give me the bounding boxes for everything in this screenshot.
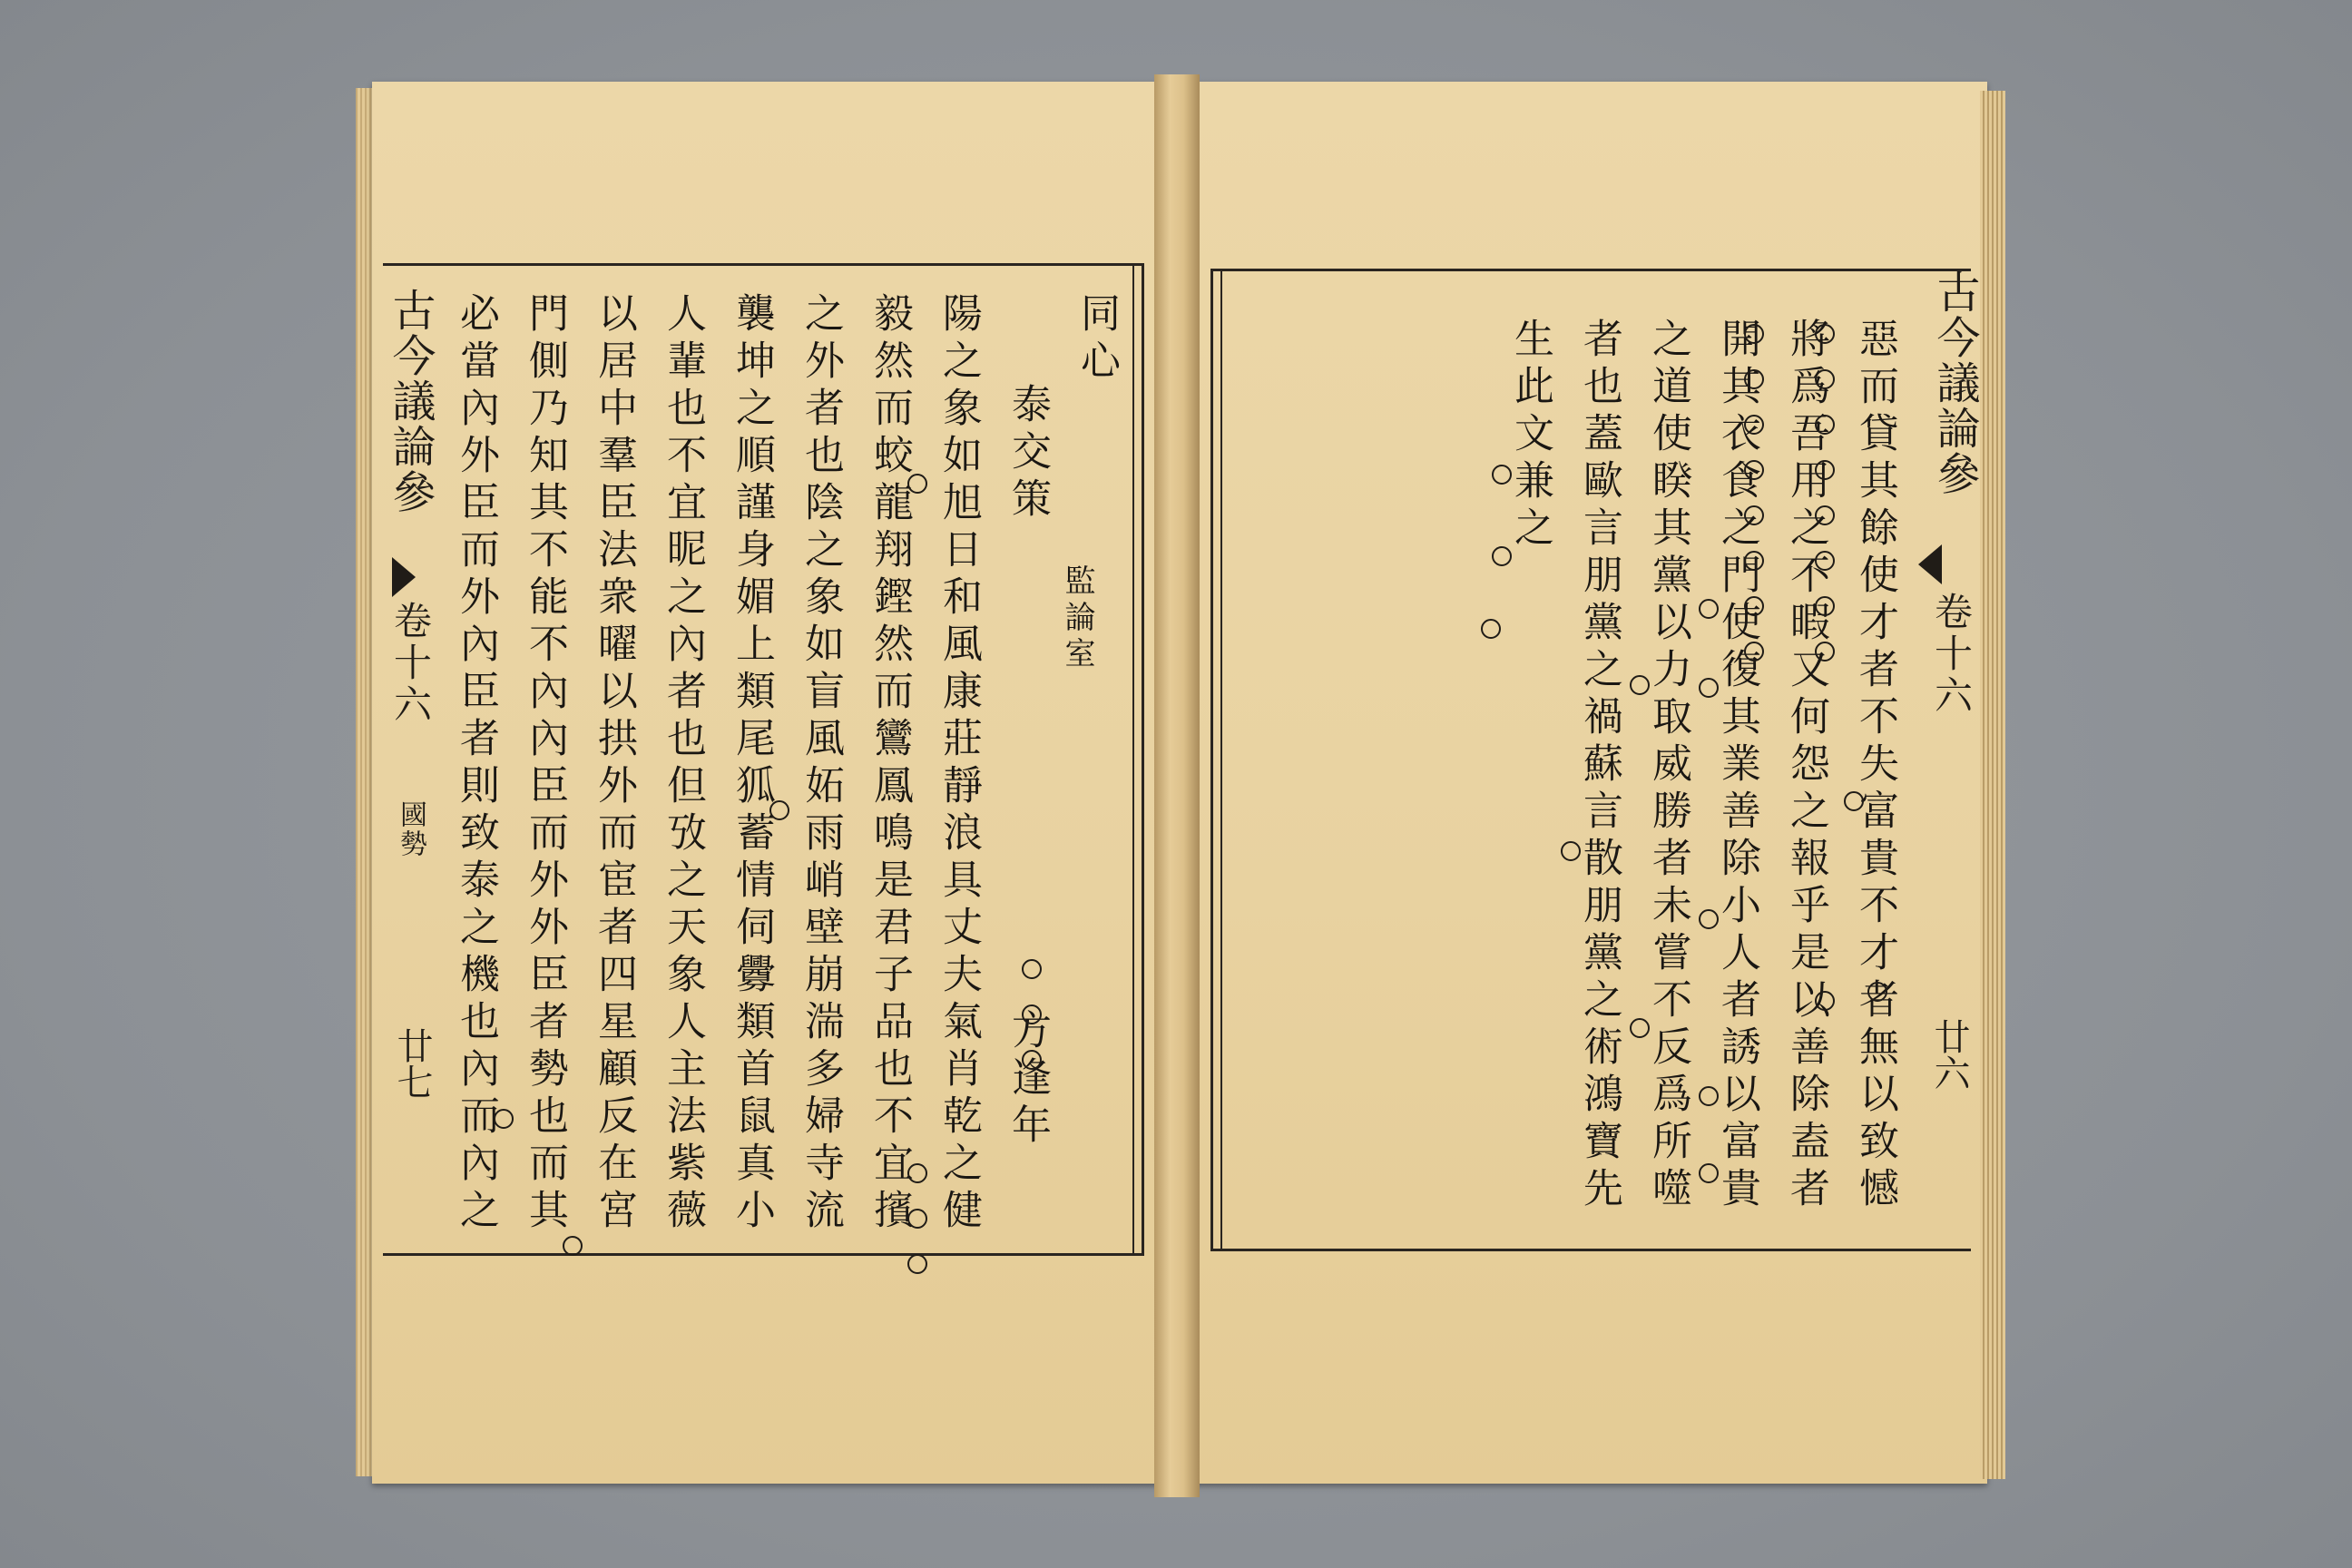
right-spine-volume: 卷十六 [1929,592,1974,717]
punctuation-circle [1744,415,1764,435]
text-column: 生此文兼之 [1507,318,1553,554]
text-column: 人輩也不宜昵之內者也但攷之天象人主法紫薇 [660,292,706,1236]
punctuation-circle [1815,991,1835,1011]
text-column: 毅然而蛟龍翔鏗然而鸞鳳鳴是君子品也不宜擯 [867,292,913,1236]
punctuation-circle [1815,551,1835,571]
text-column: 開其衣食之門使復其業善除小人者誘以富貴 [1714,318,1760,1214]
open-book [356,74,2005,1497]
punctuation-circle [1815,596,1835,616]
punctuation-circle [494,1109,514,1129]
punctuation-circle [1744,642,1764,662]
punctuation-circle [1815,369,1835,389]
punctuation-circle [1744,551,1764,571]
text-column: 方逢年 [1004,1009,1051,1151]
left-spine-section: 國勢 [395,800,426,858]
punctuation-circle [1815,324,1835,344]
punctuation-circle [769,800,789,820]
punctuation-circle [1022,1004,1042,1024]
punctuation-circle [1815,505,1835,525]
punctuation-circle [1561,841,1581,861]
punctuation-circle [1481,619,1501,639]
right-fishtail-mark [1918,544,1942,584]
punctuation-circle [1744,369,1764,389]
text-column: 將爲吾用之不暇又何怨之報乎是以善除盍者 [1783,318,1829,1214]
punctuation-circle [907,1209,927,1229]
punctuation-circle [1815,460,1835,480]
text-column: 者也蓋歐言朋黨之禍蘇言散朋黨之術鴻寶先 [1576,318,1622,1214]
punctuation-circle [907,474,927,494]
left-folio-number: 廿七 [391,1027,433,1100]
left-spine-volume: 卷十六 [388,601,433,726]
right-folio-number: 廿六 [1928,1018,1970,1091]
punctuation-circle [1699,1086,1719,1106]
punctuation-circle [1699,909,1719,929]
punctuation-circle [907,1254,927,1274]
punctuation-circle [1744,505,1764,525]
punctuation-circle [563,1236,583,1256]
text-column: 必當內外臣而外內臣者則致泰之機也內而內之 [453,292,499,1236]
punctuation-circle [1744,596,1764,616]
left-spine-title: 古今議論參 [385,288,436,514]
punctuation-circle [1867,982,1887,1002]
punctuation-circle [1699,599,1719,619]
text-column: 之道使睽其黨以力取威勝者未嘗不反爲所噬 [1645,318,1691,1214]
punctuation-circle [1744,460,1764,480]
punctuation-circle [1699,1163,1719,1183]
left-fishtail-mark [392,557,416,597]
text-column: 之外者也陰之象如盲風妬雨峭壁崩湍多婦寺流 [798,292,844,1236]
punctuation-circle [1699,678,1719,698]
punctuation-circle [1630,675,1650,695]
punctuation-circle [1022,959,1042,979]
punctuation-circle [1492,465,1512,485]
book-gutter [1154,74,1200,1497]
punctuation-circle [1492,546,1512,566]
text-column: 惡而貸其餘使才者不失富貴不才者無以致憾 [1852,318,1898,1214]
punctuation-circle [907,1163,927,1183]
punctuation-circle [1815,642,1835,662]
punctuation-circle [1815,415,1835,435]
text-column: 陽之象如旭日和風康莊靜浪具丈夫氣肖乾之健 [936,292,982,1236]
right-spine-title: 古今議論參 [1929,270,1980,496]
text-column: 以居中羣臣法衆曜以拱外而宦者四星顧反在宮 [591,292,637,1236]
text-column: 泰交策 [1004,383,1051,524]
text-column: 監論室 [1059,564,1095,673]
punctuation-circle [1744,324,1764,344]
text-column: 同心 [1073,292,1120,387]
text-column: 門側乃知其不能不內內臣而外外臣者勢也而其 [522,292,568,1236]
punctuation-circle [1022,1050,1042,1070]
text-column: 襲坤之順謹身媚上類尾狐蓄情伺釁類首鼠真小 [729,292,775,1236]
punctuation-circle [1844,791,1864,811]
punctuation-circle [1630,1018,1650,1038]
